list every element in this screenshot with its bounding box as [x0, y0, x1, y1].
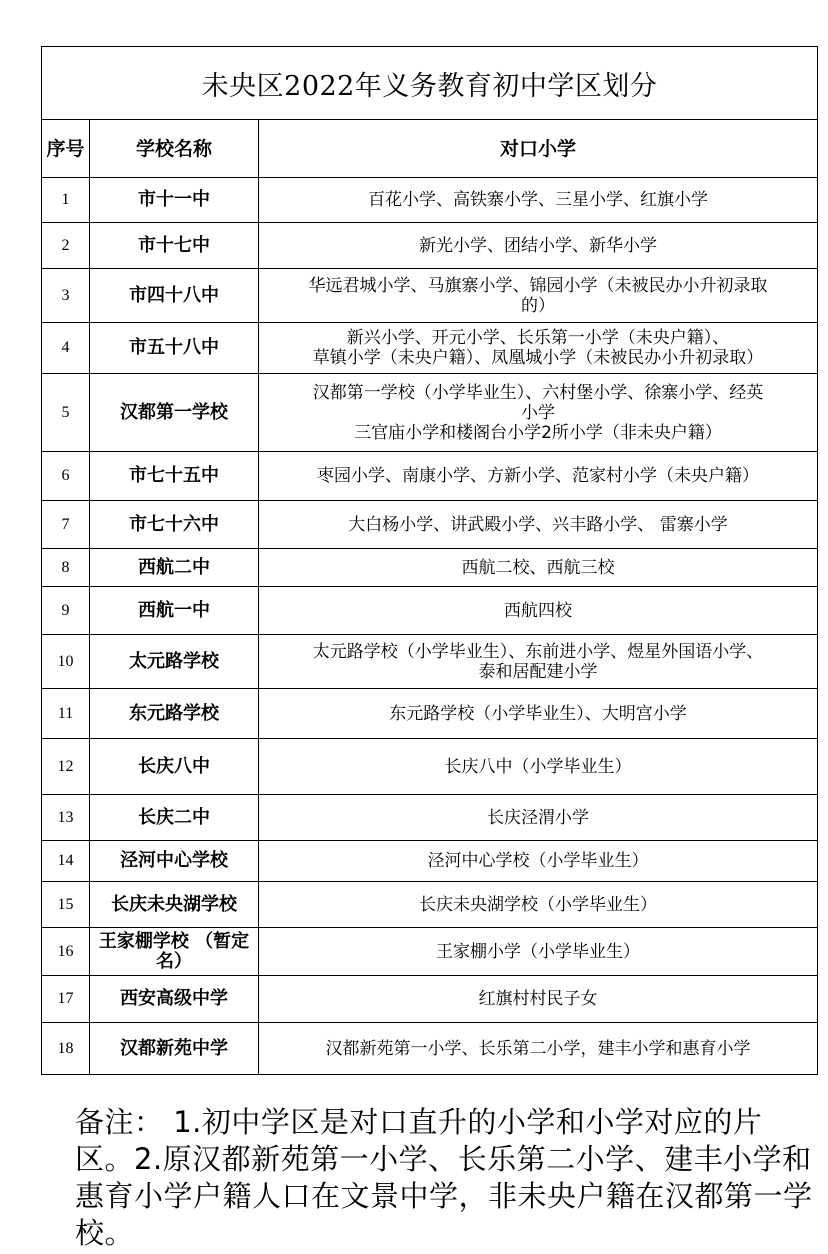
primary-schools [259, 841, 818, 882]
row-number: 3 [42, 269, 90, 323]
primary-schools-line: 太元路学校（小学毕业生）、东前进小学、煜星外国语小学、 [312, 641, 764, 662]
row-number: 9 [42, 587, 90, 635]
school-name: 市四十八中 [90, 269, 259, 323]
row-number: 11 [42, 689, 90, 739]
primary-schools-line: 草镇小学（未央户籍）、凤凰城小学（未被民办小升初录取） [312, 348, 764, 368]
primary-schools-line: 西航四校 [504, 600, 572, 621]
document [41, 46, 817, 1075]
primary-schools [259, 587, 818, 635]
primary-schools [259, 928, 818, 976]
row-number: 8 [42, 549, 90, 587]
primary-schools-line: 西航二校、西航三校 [461, 557, 615, 578]
table-row [42, 269, 818, 323]
remark-note: 备注： 1.初中学区是对口直升的小学和小学对应的片区。2.原汉都新苑第一小学、长乐第二小学、建丰小学和惠育小学户籍人口在文景中学，非未央户籍在汉都第一学校。 [75, 1105, 813, 1250]
primary-schools-line: 百花小学、高铁寨小学、三星小学、红旗小学 [368, 190, 708, 210]
school-name: 市十一中 [90, 178, 259, 223]
primary-schools [259, 269, 818, 323]
primary-schools [259, 739, 818, 795]
row-number: 13 [42, 795, 90, 841]
school-name: 西安高级中学 [90, 976, 259, 1023]
header-school: 学校名称 [90, 120, 259, 178]
primary-schools [259, 549, 818, 587]
table-row [42, 323, 818, 374]
primary-schools-line: 长庆未央湖学校（小学毕业生） [419, 894, 657, 915]
table-row [42, 587, 818, 635]
row-number: 1 [42, 178, 90, 223]
header-row [42, 120, 818, 178]
table-row [42, 374, 818, 452]
table-row [42, 635, 818, 689]
header-no: 序号 [42, 120, 90, 178]
table-row [42, 689, 818, 739]
table-row [42, 882, 818, 928]
row-number: 18 [42, 1023, 90, 1075]
primary-schools [259, 882, 818, 928]
header-primary: 对口小学 [259, 120, 818, 178]
table-title: 未央区2022年义务教育初中学区划分 [42, 47, 818, 120]
table-row [42, 501, 818, 549]
primary-schools-line: 王家棚小学（小学毕业生） [436, 941, 640, 962]
table-row [42, 549, 818, 587]
title-row [42, 47, 818, 120]
primary-schools-line: 新兴小学、开元小学、长乐第一小学（未央户籍）、 [346, 328, 730, 348]
primary-schools [259, 1023, 818, 1075]
primary-schools-line: 汉都新苑第一小学、长乐第二小学，建丰小学和惠育小学 [325, 1038, 751, 1059]
table-body [42, 178, 818, 1075]
table-row [42, 841, 818, 882]
row-number: 16 [42, 928, 90, 976]
primary-schools-line: 泾河中心学校（小学毕业生） [427, 851, 649, 871]
primary-schools [259, 976, 818, 1023]
school-name: 市七十六中 [90, 501, 259, 549]
primary-schools-line: 长庆泾渭小学 [487, 807, 589, 828]
school-name: 长庆八中 [90, 739, 259, 795]
primary-schools-line: 华远君城小学、马旗寨小学、锦园小学（未被民办小升初录取 [308, 275, 768, 296]
row-number: 17 [42, 976, 90, 1023]
table-row [42, 223, 818, 269]
table-row [42, 452, 818, 501]
primary-schools-line: 新光小学、团结小学、新华小学 [419, 235, 657, 256]
row-number: 10 [42, 635, 90, 689]
primary-schools-line: 长庆八中（小学毕业生） [444, 756, 632, 777]
school-name: 长庆未央湖学校 [90, 882, 259, 928]
primary-schools [259, 223, 818, 269]
primary-schools [259, 689, 818, 739]
primary-schools [259, 501, 818, 549]
primary-schools-line: 小学 [521, 402, 555, 423]
school-name: 长庆二中 [90, 795, 259, 841]
primary-schools-line: 大白杨小学、讲武殿小学、兴丰路小学、 雷寨小学 [348, 514, 728, 535]
primary-schools-line: 枣园小学、南康小学、方新小学、范家村小学（未央户籍） [317, 466, 759, 486]
row-number: 6 [42, 452, 90, 501]
row-number: 5 [42, 374, 90, 452]
primary-schools-line: 的） [521, 295, 555, 316]
school-name: 汉都新苑中学 [90, 1023, 259, 1075]
row-number: 14 [42, 841, 90, 882]
school-name: 太元路学校 [90, 635, 259, 689]
school-name: 王家棚学校 （暂定名） [90, 928, 259, 976]
row-number: 12 [42, 739, 90, 795]
school-district-table [41, 46, 818, 1075]
row-number: 2 [42, 223, 90, 269]
row-number: 15 [42, 882, 90, 928]
school-name: 东元路学校 [90, 689, 259, 739]
school-name: 市十七中 [90, 223, 259, 269]
primary-schools-line: 泰和居配建小学 [478, 661, 598, 682]
primary-schools-line: 汉都第一学校（小学毕业生）、六村堡小学、徐寨小学、经英 [312, 382, 764, 403]
row-number: 4 [42, 323, 90, 374]
school-name: 泾河中心学校 [90, 841, 259, 882]
school-name: 汉都第一学校 [90, 374, 259, 452]
table-row [42, 739, 818, 795]
primary-schools [259, 452, 818, 501]
row-number: 7 [42, 501, 90, 549]
primary-schools-line: 三官庙小学和楼阁台小学2所小学（非未央户籍） [354, 422, 722, 443]
table-row [42, 178, 818, 223]
school-name: 市五十八中 [90, 323, 259, 374]
school-name: 市七十五中 [90, 452, 259, 501]
table-row [42, 1023, 818, 1075]
primary-schools [259, 635, 818, 689]
primary-schools [259, 178, 818, 223]
primary-schools [259, 374, 818, 452]
primary-schools [259, 795, 818, 841]
table-row [42, 928, 818, 976]
primary-schools-line: 红旗村村民子女 [478, 989, 598, 1009]
primary-schools [259, 323, 818, 374]
table-row [42, 795, 818, 841]
primary-schools-line: 东元路学校（小学毕业生）、大明宫小学 [389, 703, 687, 724]
school-name: 西航一中 [90, 587, 259, 635]
table-row [42, 976, 818, 1023]
school-name: 西航二中 [90, 549, 259, 587]
